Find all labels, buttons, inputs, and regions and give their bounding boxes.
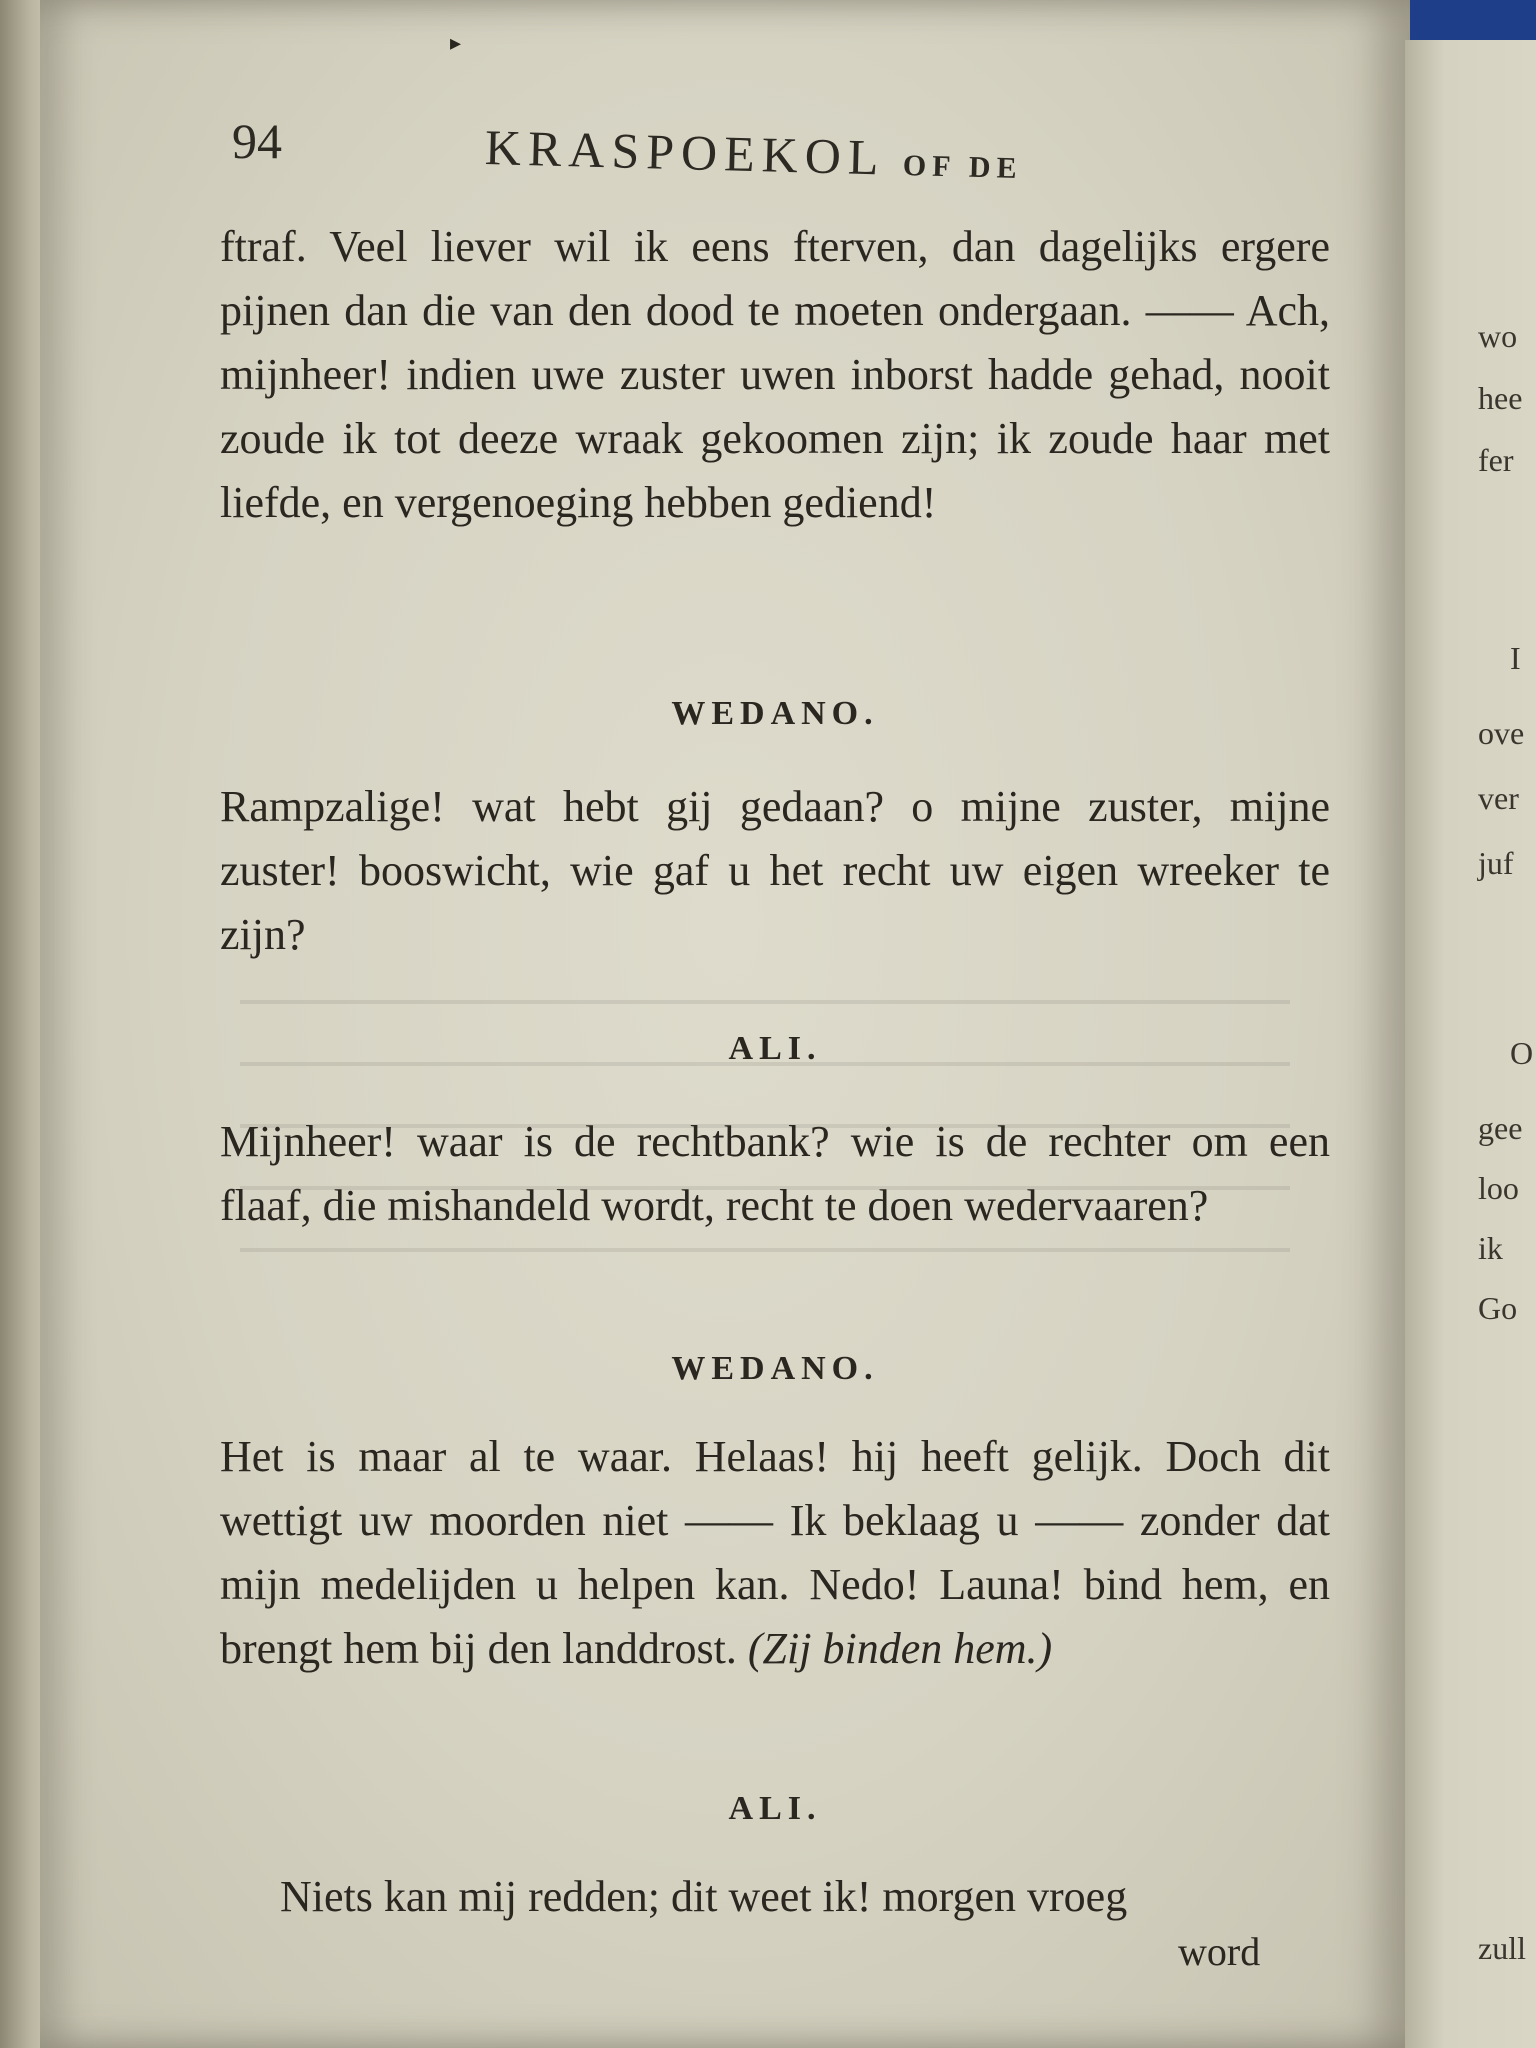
page-number: 94 [232, 113, 282, 169]
paragraph-4 [220, 1425, 1330, 1681]
paragraph-3 [220, 1110, 1330, 1238]
catchword: word [1178, 1929, 1261, 1974]
paragraph-1 [220, 215, 1330, 535]
right-page-fragment: Go [1478, 1290, 1518, 1326]
paragraph-text: Niets kan mij redden; dit weet ik! morgen vroeg [280, 1872, 1128, 1921]
right-page-fragment: O [1510, 1035, 1534, 1071]
paragraph-2 [220, 775, 1330, 967]
stage-direction: (Zij binden hem.) [747, 1624, 1053, 1673]
right-page-fragment: ver [1478, 780, 1519, 816]
right-page-fragment: ove [1478, 715, 1525, 751]
speaker-heading: ALI. [728, 1790, 822, 1827]
paragraph-text [220, 1425, 1330, 1681]
running-head-title: KRASPOEKOL [484, 119, 885, 186]
right-page-fragment: loo [1478, 1170, 1519, 1206]
paragraph-body: Het is maar al te waar. Helaas! hij heeft gelijk. Doch dit wettigt uw moorden niet —— Ik beklaag u —— zonder dat mijn medelijden u helpen kan. Nedo! Launa! bind hem, en brengt hem bij den landdrost. [220, 1432, 1330, 1673]
right-page-fragment: fer [1478, 442, 1514, 478]
running-head-connector: OF DE [902, 148, 1024, 186]
right-page-fragment: zull [1478, 1930, 1526, 1966]
right-page-fragment: wo [1478, 318, 1518, 354]
paragraph-text: Mijnheer! waar is de rechtbank? wie is de rechter om een flaaf, die mishandeld wordt, recht te doen wedervaaren? [220, 1117, 1330, 1230]
paragraph-text: Rampzalige! wat hebt gij gedaan? o mijne zuster, mijne zuster! booswicht, wie gaf u het recht uw eigen wreeker te zijn? [220, 782, 1330, 959]
right-page-fragment: juf [1478, 845, 1514, 881]
right-page-fragment: ik [1478, 1230, 1503, 1266]
right-page-fragment: I [1510, 640, 1521, 676]
right-page-fragment: gee [1478, 1110, 1523, 1146]
paragraph-text: ftraf. Veel liever wil ik eens fterven, dan dagelijks ergere pijnen dan die van den dood te moeten ondergaan. —— Ach, mijnheer! indien uwe zuster uwen inborst hadde gehad, nooit zoude ik tot deeze wraak gekoomen zijn; ik zoude haar met liefde, en vergenoeging hebben gediend! [220, 222, 1330, 527]
speaker-heading: WEDANO. [671, 1350, 879, 1387]
corner-mark: ▸ [450, 30, 462, 55]
speaker-heading: WEDANO. [671, 695, 879, 732]
speaker-heading: ALI. [728, 1030, 822, 1067]
paragraph-5 [280, 1865, 1280, 1929]
right-page-fragment: hee [1478, 380, 1523, 416]
